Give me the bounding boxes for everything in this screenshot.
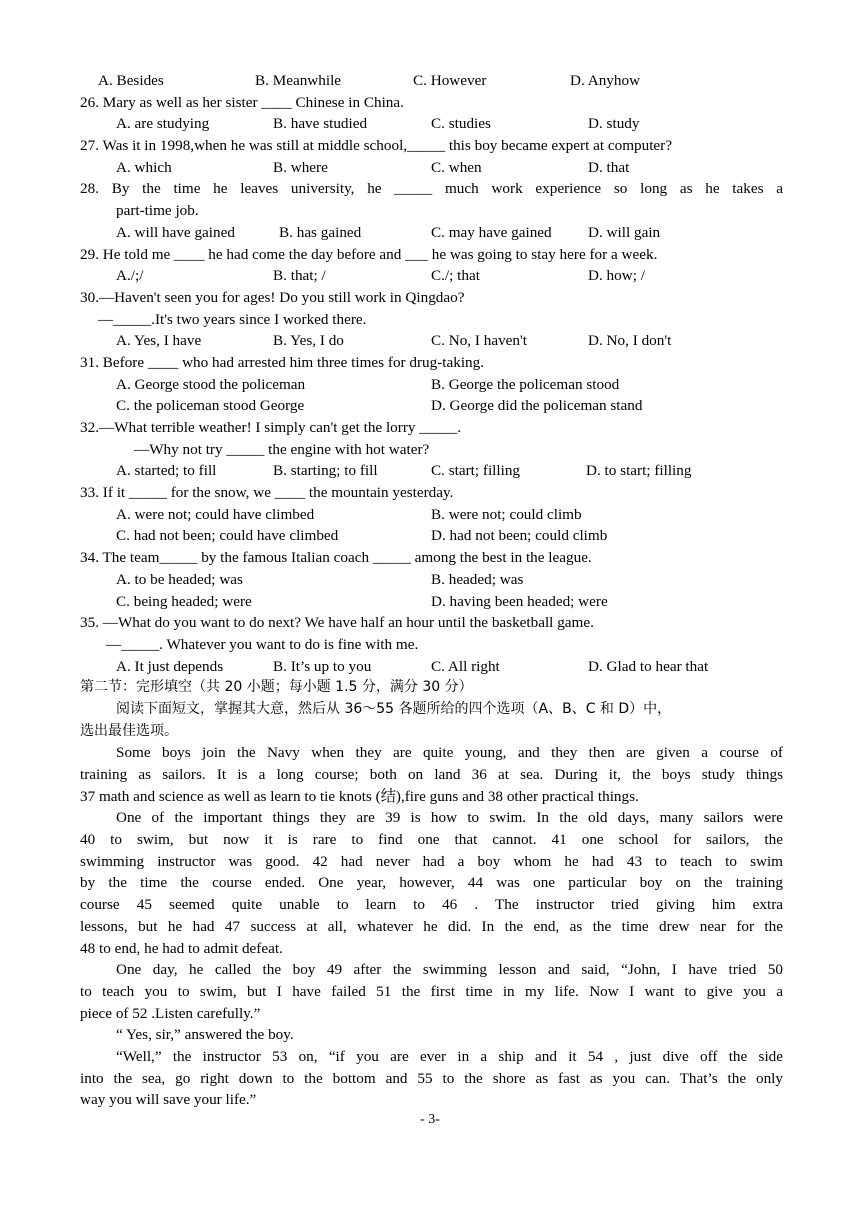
option-c[interactable]: C. studies	[431, 115, 491, 133]
q30-stem: 30.—Haven't seen you for ages! Do you still work in Qingdao?	[80, 288, 465, 306]
q31-options-cd	[80, 395, 783, 417]
option-b[interactable]: B. It’s up to you	[273, 657, 372, 675]
option-b[interactable]: B. were not; could climb	[431, 505, 582, 523]
option-a[interactable]: A. It just depends	[116, 657, 224, 675]
option-b[interactable]: B. Yes, I do	[273, 332, 344, 350]
q29-stem: 29. He told me ____ he had come the day before and ___ he was going to stay here for a week.	[80, 245, 658, 263]
passage-line: swimming instructor was good. 42 had never had a boy whom he had 43 to teach to swim	[80, 852, 783, 870]
q33-options-cd	[80, 525, 783, 547]
option-d[interactable]: D. to start; filling	[586, 462, 692, 480]
q34-stem: 34. The team_____ by the famous Italian coach _____ among the best in the league.	[80, 549, 592, 567]
q34-options-ab	[80, 569, 783, 591]
q32-options	[80, 460, 783, 482]
q30-response: —_____.It's two years since I worked there.	[98, 310, 367, 328]
passage-line: One of the important things they are 39 is how to swim. In the old days, many sailors were	[116, 809, 783, 827]
option-b[interactable]: B. starting; to fill	[273, 462, 378, 480]
option-a[interactable]: A. will have gained	[116, 223, 235, 241]
option-d[interactable]: D. having been headed; were	[431, 592, 608, 610]
option-b[interactable]: B. headed; was	[431, 570, 524, 588]
option-b[interactable]: B. has gained	[279, 223, 362, 241]
passage-line: 37 math and science as well as learn to tie knots (结),fire guns and 38 other practical things.	[80, 787, 639, 805]
q26-options	[80, 113, 783, 135]
passage-line: piece of 52 .Listen carefully.”	[80, 1004, 261, 1022]
q28-stem-cont: part-time job.	[116, 202, 199, 220]
option-c[interactable]: C. had not been; could have climbed	[116, 527, 339, 545]
passage-line: to teach you to swim, but I have failed 51 the first time in my life. Now I want to give you a	[80, 982, 783, 1000]
section-heading: 第二节：完形填空（共 20 小题；每小题 1.5 分，满分 30 分）	[80, 679, 473, 696]
q35-response: —_____. Whatever you want to do is fine with me.	[106, 635, 419, 653]
option-a[interactable]: A. to be headed; was	[116, 570, 243, 588]
option-d[interactable]: D. will gain	[588, 223, 661, 241]
section-instruction-cont: 选出最佳选项。	[80, 722, 178, 739]
q31-options-ab	[80, 374, 783, 396]
option-c[interactable]: C. However	[413, 72, 487, 89]
passage-line: course 45 seemed quite unable to learn to 46 . The instructor tried giving him extra	[80, 896, 783, 914]
option-c[interactable]: C. start; filling	[431, 462, 521, 480]
q34-options-cd	[80, 591, 783, 613]
exam-page	[80, 70, 783, 1111]
option-a[interactable]: A./;/	[116, 267, 144, 285]
q27-options	[80, 157, 783, 179]
option-b[interactable]: B. have studied	[273, 115, 368, 133]
option-a[interactable]: A. which	[116, 158, 172, 176]
passage-line: 48 to end, he had to admit defeat.	[80, 939, 283, 957]
passage-line: 40 to swim, but now it is rare to find one that cannot. 41 one school for sailors, the	[80, 831, 783, 849]
option-b[interactable]: B. where	[273, 158, 328, 176]
option-a[interactable]: A. Yes, I have	[116, 332, 202, 350]
passage-line: Some boys join the Navy when they are quite young, and they then are given a course of	[116, 744, 783, 762]
option-c[interactable]: C. being headed; were	[116, 592, 252, 610]
passage-line: One day, he called the boy 49 after the swimming lesson and said, “John, I have tried 50	[116, 961, 783, 979]
option-c[interactable]: C./; that	[431, 267, 480, 285]
passage-line: by the time the course ended. One year, however, 44 was one particular boy on the training	[80, 874, 783, 892]
page-number: - 3-	[420, 1112, 440, 1127]
option-d[interactable]: D. Anyhow	[570, 72, 641, 89]
q32-response: —Why not try _____ the engine with hot water?	[134, 440, 430, 458]
passage-line: training as sailors. It is a long course; both on land 36 at sea. During it, the boys study things	[80, 766, 783, 783]
q26-stem: 26. Mary as well as her sister ____ Chinese in China.	[80, 93, 404, 111]
passage-line: “Well,” the instructor 53 on, “if you are ever in a ship and it 54 , just dive off the side	[116, 1047, 783, 1065]
q25-options	[80, 70, 783, 92]
q28-stem: 28. By the time he leaves university, he _____ much work experience so long as he takes a	[80, 180, 783, 198]
option-c[interactable]: C. All right	[431, 657, 500, 675]
option-a[interactable]: A. are studying	[116, 115, 210, 133]
option-c[interactable]: C. may have gained	[431, 223, 552, 241]
option-d[interactable]: D. study	[588, 115, 640, 133]
option-c[interactable]: C. the policeman stood George	[116, 397, 305, 415]
q33-options-ab	[80, 504, 783, 526]
option-d[interactable]: D. No, I don't	[588, 332, 672, 350]
option-b[interactable]: B. Meanwhile	[255, 72, 342, 89]
q35-options	[80, 656, 783, 678]
option-c[interactable]: C. when	[431, 158, 482, 176]
option-c[interactable]: C. No, I haven't	[431, 332, 527, 350]
option-a[interactable]: A. were not; could have climbed	[116, 505, 315, 523]
option-b[interactable]: B. that; /	[273, 267, 326, 285]
option-a[interactable]: A. Besides	[98, 72, 164, 89]
option-d[interactable]: D. how; /	[588, 267, 645, 285]
option-d[interactable]: D. had not been; could climb	[431, 527, 608, 545]
q33-stem: 33. If it _____ for the snow, we ____ the mountain yesterday.	[80, 484, 454, 502]
q28-options	[80, 222, 783, 244]
passage-line: lessons, but he had 47 success at all, whatever he did. In the end, as the time drew near for the	[80, 917, 783, 935]
option-d[interactable]: D. Glad to hear that	[588, 657, 709, 675]
q27-stem: 27. Was it in 1998,when he was still at middle school,_____ this boy became expert at computer?	[80, 137, 672, 155]
section-instruction: 阅读下面短文，掌握其大意，然后从 36～55 各题所给的四个选项（A、B、C 和 D）中，	[116, 700, 672, 717]
passage-line: way you will save your life.”	[80, 1091, 257, 1109]
q29-options	[80, 265, 783, 287]
q31-stem: 31. Before ____ who had arrested him three times for drug-taking.	[80, 353, 485, 371]
option-a[interactable]: A. George stood the policeman	[116, 375, 306, 393]
q30-options	[80, 330, 783, 352]
passage-line: “ Yes, sir,” answered the boy.	[116, 1026, 294, 1044]
option-a[interactable]: A. started; to fill	[116, 462, 217, 480]
option-b[interactable]: B. George the policeman stood	[431, 375, 620, 393]
option-d[interactable]: D. that	[588, 158, 630, 176]
q35-stem: 35. —What do you want to do next? We have half an hour until the basketball game.	[80, 614, 594, 632]
passage-line: into the sea, go right down to the bottom and 55 to the shore as fast as you can. That’s the only	[80, 1069, 783, 1087]
q32-stem: 32.—What terrible weather! I simply can't get the lorry _____.	[80, 419, 462, 436]
option-d[interactable]: D. George did the policeman stand	[431, 397, 643, 415]
